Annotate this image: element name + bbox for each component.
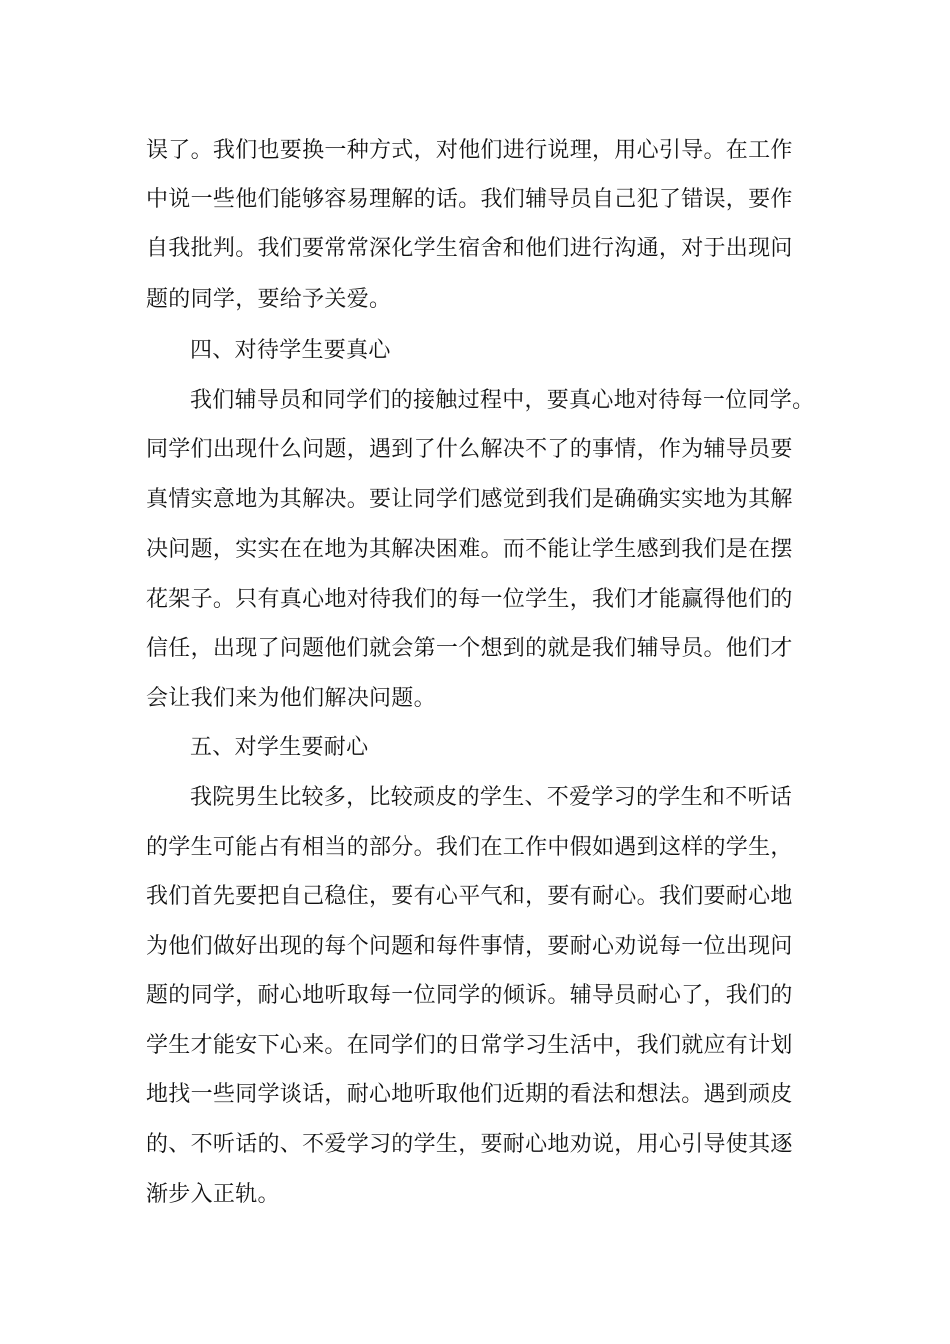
text-line: 信任，出现了问题他们就会第一个想到的就是我们辅导员。他们才 xyxy=(146,636,793,661)
section-heading: 五、对学生要耐心 xyxy=(190,735,369,760)
text-line: 为他们做好出现的每个问题和每件事情，要耐心劝说每一位出现问 xyxy=(146,934,793,959)
text-line: 同学们出现什么问题，遇到了什么解决不了的事情，作为辅导员要 xyxy=(146,437,793,462)
text-line: 我们首先要把自己稳住，要有心平气和，要有耐心。我们要耐心地 xyxy=(146,884,793,909)
text-line: 地找一些同学谈话，耐心地听取他们近期的看法和想法。遇到顽皮 xyxy=(146,1082,793,1107)
text-line: 我院男生比较多，比较顽皮的学生、不爱学习的学生和不听话 xyxy=(190,785,793,810)
text-line: 会让我们来为他们解决问题。 xyxy=(146,686,436,711)
text-line: 中说一些他们能够容易理解的话。我们辅导员自己犯了错误，要作 xyxy=(146,187,793,212)
text-line: 的、不听话的、不爱学习的学生，要耐心地劝说，用心引导使其逐 xyxy=(146,1132,793,1157)
text-line: 渐步入正轨。 xyxy=(146,1182,280,1207)
text-line: 我们辅导员和同学们的接触过程中，要真心地对待每一位同学。 xyxy=(190,388,815,413)
text-line: 题的同学，要给予关爱。 xyxy=(146,287,392,312)
text-line: 学生才能安下心来。在同学们的日常学习生活中，我们就应有计划 xyxy=(146,1033,793,1058)
section-heading: 四、对待学生要真心 xyxy=(190,338,391,363)
text-line: 的学生可能占有相当的部分。我们在工作中假如遇到这样的学生， xyxy=(146,835,793,860)
text-line: 花架子。只有真心地对待我们的每一位学生，我们才能赢得他们的 xyxy=(146,587,793,612)
text-line: 题的同学，耐心地听取每一位同学的倾诉。辅导员耐心了，我们的 xyxy=(146,983,793,1008)
text-line: 误了。我们也要换一种方式，对他们进行说理，用心引导。在工作 xyxy=(146,138,793,163)
text-line: 决问题，实实在在地为其解决困难。而不能让学生感到我们是在摆 xyxy=(146,537,793,562)
text-line: 自我批判。我们要常常深化学生宿舍和他们进行沟通，对于出现问 xyxy=(146,236,793,261)
text-line: 真情实意地为其解决。要让同学们感觉到我们是确确实实地为其解 xyxy=(146,487,793,512)
